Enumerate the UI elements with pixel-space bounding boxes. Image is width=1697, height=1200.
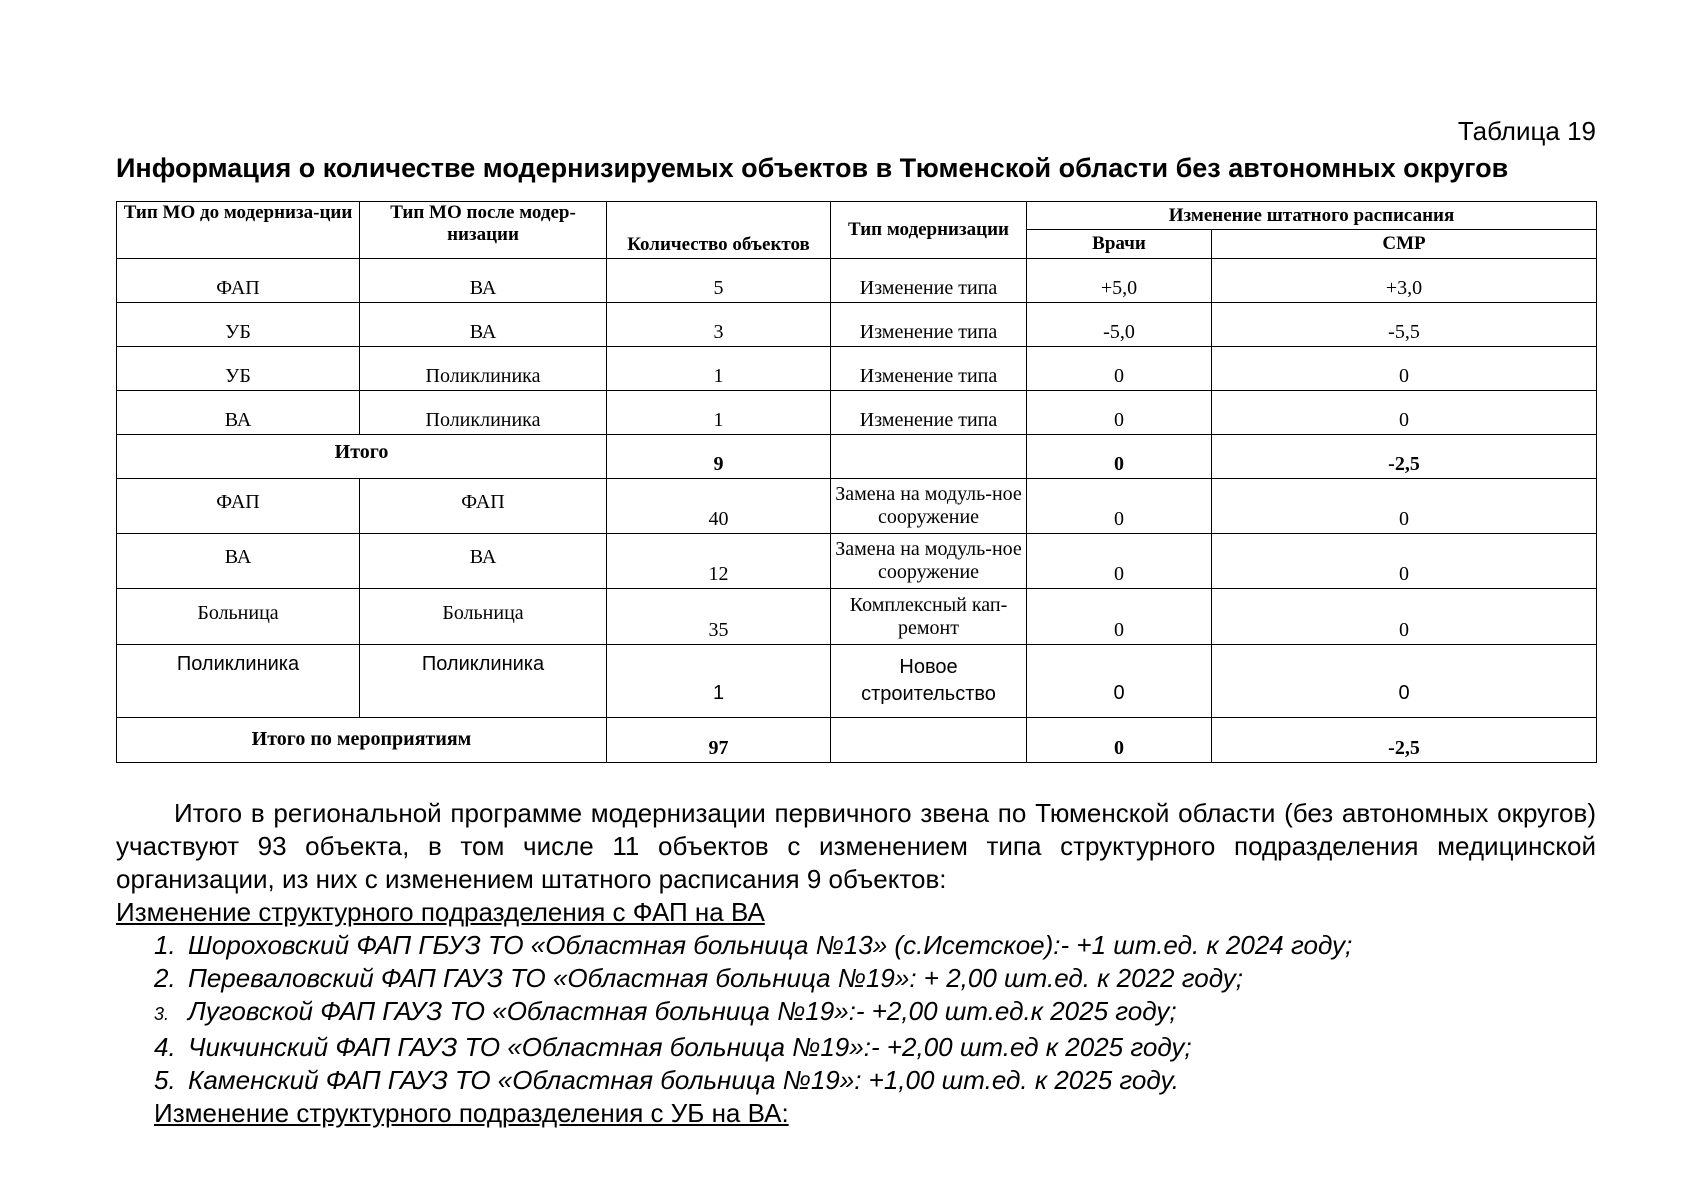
list-item xyxy=(154,1031,1596,1064)
cell-before: ФАП xyxy=(117,479,360,534)
cell-smr: 0 xyxy=(1212,589,1597,645)
cell-count: 3 xyxy=(607,303,831,347)
list-item-text: Чикчинский ФАП ГАУЗ ТО «Областная больница №19»:- +2,00 шт.ед к 2025 году; xyxy=(188,1032,1192,1062)
summary-paragraph: Итого в региональной программе модернизации первичного звена по Тюменской области (без автономных округов) участвуют 93 объекта, в том числе 11 объектов с изменением типа структурного подразделения медицинской организации, из них с изменением штатного расписания 9 объектов: xyxy=(116,798,1596,894)
grand-total-row xyxy=(117,718,1597,763)
cell-after: Поликлиника xyxy=(360,347,607,391)
total-row xyxy=(117,435,1597,479)
cell-count: 40 xyxy=(607,479,831,534)
modernization-table xyxy=(116,201,1597,763)
cell-count: 1 xyxy=(607,645,831,718)
cell-smr: +3,0 xyxy=(1212,259,1597,303)
list-item xyxy=(154,929,1596,962)
cell-type: Замена на модуль-ное сооружение xyxy=(831,479,1027,534)
total-smr: -2,5 xyxy=(1212,435,1597,479)
grand-total-smr: -2,5 xyxy=(1212,718,1597,763)
cell-doctors: +5,0 xyxy=(1027,259,1212,303)
cell-type: Комплексный кап-ремонт xyxy=(831,589,1027,645)
list-item-text: Луговской ФАП ГАУЗ ТО «Областная больница №19»:- +2,00 шт.ед.к 2025 году; xyxy=(188,996,1177,1026)
cell-before: УБ xyxy=(117,303,360,347)
cell-before: ВА xyxy=(117,534,360,589)
cell-doctors: 0 xyxy=(1027,479,1212,534)
list-item-number: 2. xyxy=(154,963,176,993)
list-item xyxy=(154,1064,1596,1097)
list-item-number: 1. xyxy=(154,930,176,960)
header-count: Количество объектов xyxy=(607,202,831,259)
cell-doctors: -5,0 xyxy=(1027,303,1212,347)
cell-smr: 0 xyxy=(1212,391,1597,435)
table-row xyxy=(117,391,1597,435)
table-row xyxy=(117,479,1597,534)
cell-doctors: 0 xyxy=(1027,589,1212,645)
cell-doctors: 0 xyxy=(1027,391,1212,435)
object-list xyxy=(116,929,1596,1097)
header-staff-change: Изменение штатного расписания xyxy=(1027,202,1597,230)
cell-count: 1 xyxy=(607,347,831,391)
list-item-number: 5. xyxy=(154,1065,176,1095)
cell-before: Поликлиника xyxy=(117,645,360,718)
list-item-number: 3. xyxy=(154,1004,170,1024)
table-row xyxy=(117,259,1597,303)
cell-doctors: 0 xyxy=(1027,347,1212,391)
table-row xyxy=(117,589,1597,645)
table-row xyxy=(117,645,1597,718)
cell-smr: -5,5 xyxy=(1212,303,1597,347)
total-count: 9 xyxy=(607,435,831,479)
table-title: Информация о количестве модернизируемых объектов в Тюменской области без автономных округов xyxy=(116,153,1509,183)
cell-type: Изменение типа xyxy=(831,347,1027,391)
header-type-before: Тип МО до модерниза-ции xyxy=(117,202,360,259)
cell-after: Поликлиника xyxy=(360,645,607,718)
grand-total-type xyxy=(831,718,1027,763)
grand-total-count: 97 xyxy=(607,718,831,763)
cell-type: Изменение типа xyxy=(831,259,1027,303)
cell-after: ФАП xyxy=(360,479,607,534)
list-item-text: Шороховский ФАП ГБУЗ ТО «Областная больница №13» (с.Исетское):- +1 шт.ед. к 2024 году; xyxy=(188,930,1353,960)
total-type xyxy=(831,435,1027,479)
cell-type: Новое строительство xyxy=(831,645,1027,718)
cell-doctors: 0 xyxy=(1027,534,1212,589)
subheading-fap-to-va: Изменение структурного подразделения с ФАП на ВА xyxy=(116,897,765,927)
cell-doctors: 0 xyxy=(1027,645,1212,718)
cell-after: Больница xyxy=(360,589,607,645)
grand-total-doctors: 0 xyxy=(1027,718,1212,763)
cell-before: Больница xyxy=(117,589,360,645)
cell-after: ВА xyxy=(360,259,607,303)
list-item xyxy=(154,995,1596,1031)
header-doctors: Врачи xyxy=(1027,230,1212,259)
list-item xyxy=(154,962,1596,995)
table-caption: Таблица 19 xyxy=(1457,116,1596,146)
total-doctors: 0 xyxy=(1027,435,1212,479)
cell-type: Изменение типа xyxy=(831,391,1027,435)
cell-count: 1 xyxy=(607,391,831,435)
table-row xyxy=(117,534,1597,589)
cell-count: 5 xyxy=(607,259,831,303)
grand-total-label: Итого по мероприятиям xyxy=(117,718,607,763)
total-label: Итого xyxy=(117,435,607,479)
table-row xyxy=(117,347,1597,391)
cell-smr: 0 xyxy=(1212,347,1597,391)
list-item-text: Каменский ФАП ГАУЗ ТО «Областная больница №19»: +1,00 шт.ед. к 2025 году. xyxy=(188,1065,1179,1095)
header-modernization-type: Тип модернизации xyxy=(831,202,1027,259)
cell-smr: 0 xyxy=(1212,645,1597,718)
table-row xyxy=(117,303,1597,347)
cell-type: Изменение типа xyxy=(831,303,1027,347)
header-type-after: Тип МО после модер-низации xyxy=(360,202,607,259)
table-header-row xyxy=(117,202,1597,230)
cell-before: ВА xyxy=(117,391,360,435)
header-smr: СМР xyxy=(1212,230,1597,259)
cell-count: 12 xyxy=(607,534,831,589)
subheading-ub-to-va: Изменение структурного подразделения с УБ на ВА: xyxy=(154,1098,789,1128)
cell-after: Поликлиника xyxy=(360,391,607,435)
body-text xyxy=(116,797,1596,1130)
cell-before: ФАП xyxy=(117,259,360,303)
cell-type: Замена на модуль-ное сооружение xyxy=(831,534,1027,589)
cell-after: ВА xyxy=(360,303,607,347)
list-item-text: Переваловский ФАП ГАУЗ ТО «Областная больница №19»: + 2,00 шт.ед. к 2022 году; xyxy=(188,963,1244,993)
cell-count: 35 xyxy=(607,589,831,645)
cell-smr: 0 xyxy=(1212,479,1597,534)
cell-smr: 0 xyxy=(1212,534,1597,589)
cell-after: ВА xyxy=(360,534,607,589)
list-item-number: 4. xyxy=(154,1032,176,1062)
cell-before: УБ xyxy=(117,347,360,391)
